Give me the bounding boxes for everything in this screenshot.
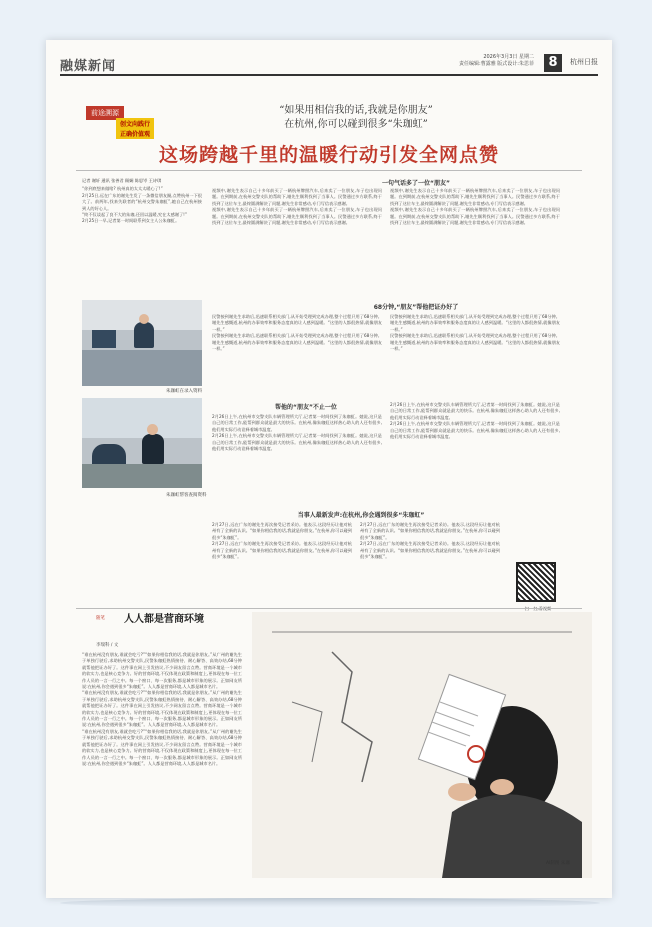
lead-paragraph-4: 2月25日一早,记者第一时间联系到女主人公朱珈虹。 — [82, 218, 180, 224]
date-line: 2026年3月3日 星期二 — [483, 54, 534, 60]
photo-staff-entering-data — [82, 300, 202, 386]
byline: 记者 谢轩 通讯 张善君 顾娴 陈思岑 王诗琪 — [82, 178, 162, 183]
page-number: 8 — [544, 54, 562, 72]
newspaper-page — [46, 40, 612, 898]
essay-paragraph-1: “谁在杭州没有朋友,谁就会吃亏?”“如果你相信我的话,我就是你朋友。”从广州的谢先生于单独行驶后,求助杭州交警支队,民警朱珈虹热情接待、耐心解答、高效办结,68分钟就帮他把证办好了。这件事在网上引发热议,不少网友留言点赞。营商环境是一个城市的软实力,也是核心竞争力。好的营商环境,不仅体现在政策和制度上,更体现在每一位工作人员的一言一行之中。每一个窗口、每一次服务,都是城市形象的展示。正如网友所说:在杭州,你会遇到很多“朱珈虹”。人人都是营商环境,人人都是城市名片。 — [82, 652, 242, 690]
lead-paragraph-3: “终不仅谈起了良不大的朱珈,还回以温暖,究在太感谢了!” — [82, 212, 187, 218]
essay-tag: 随笔 — [96, 616, 105, 621]
article-headline: 这场跨越千里的温暖行动引发全网点赞 — [158, 144, 499, 166]
essay-header — [96, 610, 206, 634]
column-divider — [76, 608, 582, 609]
lead-column — [82, 178, 202, 298]
article-subtitle — [206, 104, 506, 132]
section-4-paragraph-right: 2月27日,远在广东的谢先生再次接受记者采访。他表示,这段经历让他对杭州有了全新的认识。“如果你相信我的话,我就是你朋友。”在杭州,你可以碰到很多“朱珈虹”。 — [360, 522, 500, 540]
section-2-paragraph-right-cont: 民警接到谢先生求助后,迅速联系相关部门,从开始受理到完成办理,整个过程只用了68分钟。谢先生感慨道,杭州的办事效率和服务态度真的让人感到温暖。“这里的人都很热情,就像朋友一样。” — [390, 333, 560, 352]
editor-line: 责任编辑:曹露雅 版式设计:朱思菲 — [459, 61, 534, 67]
section-heading-2: 68分钟,“朋友”帮他把证办好了 — [373, 304, 459, 311]
section-3-text-right — [390, 402, 560, 504]
section-1-text-left — [212, 188, 382, 298]
section-3-paragraph-right: 2月26日上午,在杭州市交警支队车辆管理所大厅,记者第一时间找到了朱珈虹。她说,这只是自己的日常工作,能帮到群众就是最大的快乐。在杭州,像朱珈虹这样热心助人的人还有很多,他们用实际行动诠释着城市温度。 — [390, 402, 560, 420]
photo-staff-helping-customer — [82, 398, 202, 488]
lead-paragraph-2: 2月25日,远在广东的谢先生发了一条微信朋友圈,点赞杭州一下很大了。前两年,找来失联者的“杭州交警朱珈虹”,她自己在杭州接到人的好心人。 — [82, 192, 202, 211]
section-4-paragraph: 2月27日,远在广东的谢先生再次接受记者采访。他表示,这段经历让他对杭州有了全新的认识。“如果你相信我的话,我就是你朋友。”在杭州,你可以碰到很多“朱珈虹”。 — [212, 522, 352, 540]
section-4-paragraph-right-cont: 2月27日,远在广东的谢先生再次接受记者采访。他表示,这段经历让他对杭州有了全新的认识。“如果你相信我的话,我就是你朋友。”在杭州,你可以碰到很多“朱珈虹”。 — [360, 541, 500, 560]
masthead-info — [459, 54, 534, 68]
subtitle-line-1: “如果用相信我的话,我就是你朋友” — [279, 105, 433, 116]
section-3-text-left — [212, 414, 382, 504]
section-2-paragraph-right: 民警接到谢先生求助后,迅速联系相关部门,从开始受理到完成办理,整个过程只用了68分钟。谢先生感慨道,杭州的办事效率和服务态度真的让人感到温暖。“这里的人都很热情,就像朋友一样。” — [390, 314, 560, 332]
section-4-paragraph-cont: 2月27日,远在广东的谢先生再次接受记者采访。他表示,这段经历让他对杭州有了全新的认识。“如果你相信我的话,我就是你朋友。”在杭州,你可以碰到很多“朱珈虹”。 — [212, 541, 352, 560]
section-heading-1: 一句气话多了一位“朋友” — [382, 180, 450, 187]
section-heading-4: 当事人最新发声:在杭州,你会遇到很多“朱珈虹” — [297, 512, 425, 519]
essay-text — [82, 652, 242, 892]
section-2-paragraph: 民警接到谢先生求助后,迅速联系相关部门,从开始受理到完成办理,整个过程只用了68分钟。谢先生感慨道,杭州的办事效率和服务态度真的让人感到温暖。“这里的人都很热情,就像朋友一样。” — [212, 314, 382, 332]
subtitle-line-2: 在杭州,你可以碰到很多“朱珈虹” — [284, 119, 428, 130]
newspaper-logo: 杭州日报 — [570, 58, 598, 66]
illustration-credit: AI制图 朱珈 — [546, 861, 570, 866]
lead-paragraph-1: “你到底想来做啥? 杭州真的太太太暖心了!” — [82, 186, 163, 192]
section-4-text-right — [360, 522, 500, 602]
masthead — [60, 54, 598, 76]
section-heading-3: 帮他的“朋友”不止一位 — [275, 404, 337, 411]
banner-tag-sub2: 正确价值观 — [116, 128, 154, 139]
banner-tag-main: 前途溯源 — [86, 106, 124, 120]
section-2-text-left — [212, 314, 382, 398]
essay-paragraph-2: “谁在杭州没有朋友,谁就会吃亏?”“如果你相信我的话,我就是你朋友。”从广州的谢先生于单独行驶后,求助杭州交警支队,民警朱珈虹热情接待、耐心解答、高效办结,68分钟就帮他把证办好了。这件事在网上引发热议,不少网友留言点赞。营商环境是一个城市的软实力,也是核心竞争力。好的营商环境,不仅体现在政策和制度上,更体现在每一位工作人员的一言一行之中。每一个窗口、每一次服务,都是城市形象的展示。正如网友所说:在杭州,你会遇到很多“朱珈虹”。人人都是营商环境,人人都是城市名片。 — [82, 690, 242, 728]
section-1-paragraph-right: 视频中,谢先生表示自己十多年前买了一辆杭州牌照汽车,后来卖了一位朋友,车子也出现问题。在到期前,在杭州交警支队的帮助下,谢先生顺利找到了当事人。民警通过多方联系,终于找到了这位车主,最终圆满解决了问题,谢先生非常感动,专门写信表示感谢。 — [390, 188, 560, 206]
section-3-paragraph: 2月26日上午,在杭州市交警支队车辆管理所大厅,记者第一时间找到了朱珈虹。她说,这只是自己的日常工作,能帮到群众就是最大的快乐。在杭州,像朱珈虹这样热心助人的人还有很多,他们用实际行动诠释着城市温度。 — [212, 414, 382, 432]
essay-title: 人人都是营商环境 — [124, 614, 204, 625]
section-3-paragraph-cont: 2月26日上午,在杭州市交警支队车辆管理所大厅,记者第一时间找到了朱珈虹。她说,这只是自己的日常工作,能帮到群众就是最大的快乐。在杭州,像朱珈虹这样热心助人的人还有很多,他们用实际行动诠释着城市温度。 — [212, 433, 382, 452]
section-3-paragraph-right-cont: 2月26日上午,在杭州市交警支队车辆管理所大厅,记者第一时间找到了朱珈虹。她说,这只是自己的日常工作,能帮到群众就是最大的快乐。在杭州,像朱珈虹这样热心助人的人还有很多,他们用实际行动诠释着城市温度。 — [390, 421, 560, 440]
banner-tag-sub1: 创文向践行 — [116, 118, 154, 129]
qr-code[interactable] — [516, 562, 556, 602]
divider — [76, 170, 582, 171]
section-4-text-left — [212, 522, 352, 602]
section-1-paragraph-right-cont: 视频中,谢先生表示自己十多年前买了一辆杭州牌照汽车,后来卖了一位朋友,车子也出现问题。在到期前,在杭州交警支队的帮助下,谢先生顺利找到了当事人。民警通过多方联系,终于找到了这位车主,最终圆满解决了问题,谢先生非常感动,专门写信表示感谢。 — [390, 207, 560, 226]
section-1-text-right — [390, 188, 560, 298]
essay-paragraph-3: “谁在杭州没有朋友,谁就会吃亏?”“如果你相信我的话,我就是你朋友。”从广州的谢先生于单独行驶后,求助杭州交警支队,民警朱珈虹热情接待、耐心解答、高效办结,68分钟就帮他把证办好了。这件事在网上引发热议,不少网友留言点赞。营商环境是一个城市的软实力,也是核心竞争力。好的营商环境,不仅体现在政策和制度上,更体现在每一位工作人员的一言一行之中。每一个窗口、每一次服务,都是城市形象的展示。正如网友所说:在杭州,你会遇到很多“朱珈虹”。人人都是营商环境,人人都是城市名片。 — [82, 728, 242, 766]
essay-author: 李瑞科 / 文 — [96, 643, 119, 648]
illustration-svg — [252, 612, 592, 878]
photo-caption-1: 朱珈虹在录入资料 — [166, 389, 202, 394]
illustration-woman-reading-document — [252, 612, 592, 878]
section-2-paragraph-cont: 民警接到谢先生求助后,迅速联系相关部门,从开始受理到完成办理,整个过程只用了68分钟。谢先生感慨道,杭州的办事效率和服务态度真的让人感到温暖。“这里的人都很热情,就像朋友一样。” — [212, 333, 382, 352]
photo-caption-2: 朱珈虹帮客查阅资料 — [166, 493, 207, 498]
section-1-paragraph: 视频中,谢先生表示自己十多年前买了一辆杭州牌照汽车,后来卖了一位朋友,车子也出现问题。在到期前,在杭州交警支队的帮助下,谢先生顺利找到了当事人。民警通过多方联系,终于找到了这位车主,最终圆满解决了问题,谢先生非常感动,专门写信表示感谢。 — [212, 188, 382, 206]
section-title: 融媒新闻 — [60, 59, 117, 74]
section-1-paragraph-cont: 视频中,谢先生表示自己十多年前买了一辆杭州牌照汽车,后来卖了一位朋友,车子也出现问题。在到期前,在杭州交警支队的帮助下,谢先生顺利找到了当事人。民警通过多方联系,终于找到了这位车主,最终圆满解决了问题,谢先生非常感动,专门写信表示感谢。 — [212, 207, 382, 226]
page-shadow — [60, 898, 600, 908]
section-2-text-right — [390, 314, 560, 398]
